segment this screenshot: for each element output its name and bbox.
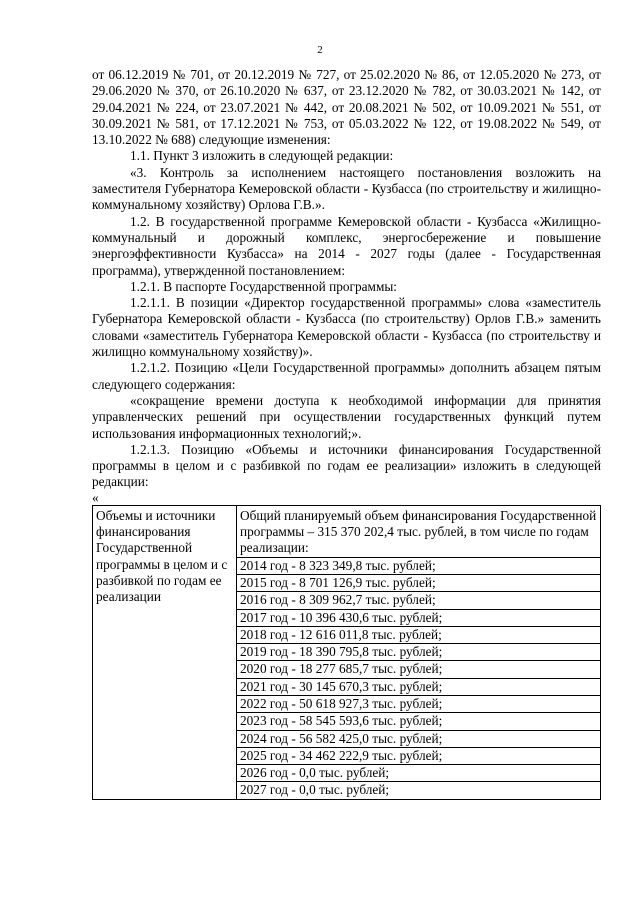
paragraph-1-2-1-1: 1.2.1.1. В позиции «Директор государственной программы» слова «заместитель Губернатора Кемеровской области - Кузбасса (по строительству) Орлов Г.В.» заменить словами «заместитель Губернатора Кемеровской области - Кузбасса (по строительству и жилищно коммунальному хозяйству)». — [92, 295, 601, 360]
funding-year-2024: 2024 год - 56 582 425,0 тыс. рублей; — [237, 730, 600, 747]
paragraph-amendments-list: от 06.12.2019 № 701, от 20.12.2019 № 727, от 25.02.2020 № 86, от 12.05.2020 № 273, от 29.06.2020 № 370, от 26.10.2020 № 637, от 23.12.2020 № 782, от 30.03.2021 № 142, от 29.04.2021 № 224, от 23.07.2021 № 442, от 20.08.2021 № 502, от 10.09.2021 № 551, от 30.09.2021 № 581, от 17.12.2021 № 753, от 05.03.2022 № 122, от 19.08.2022 № 549, от 13.10.2022 № 688) следующие изменения: — [92, 67, 601, 148]
paragraph-1-2-1: 1.2.1. В паспорте Государственной программы: — [130, 278, 397, 294]
paragraph-1-1: 1.1. Пункт 3 изложить в следующей редакции: — [130, 148, 394, 164]
funding-total: Общий планируемый объем финансирования Государственной программы – 315 370 202,4 тыс. рублей, в том числе по годам реализации: — [240, 507, 597, 556]
funding-label-cell — [93, 505, 237, 799]
funding-year-2014: 2014 год - 8 323 349,8 тыс. рублей; — [237, 557, 600, 574]
funding-year-2025: 2025 год - 34 462 222,9 тыс. рублей; — [237, 747, 600, 764]
funding-year-2019: 2019 год - 18 390 795,8 тыс. рублей; — [237, 643, 600, 660]
paragraph-1-2-1-2: 1.2.1.2. Позицию «Цели Государственной программы» дополнить абзацем пятым следующего содержания: — [92, 360, 601, 392]
funding-year-2021: 2021 год - 30 145 670,3 тыс. рублей; — [237, 678, 600, 695]
funding-year-2026: 2026 год - 0,0 тыс. рублей; — [237, 764, 600, 781]
funding-year-2016: 2016 год - 8 309 962,7 тыс. рублей; — [237, 591, 600, 608]
page-number: 2 — [317, 44, 323, 56]
paragraph-1-2: 1.2. В государственной программе Кемеровской области - Кузбасса «Жилищно-коммунальный и дорожный комплекс, энергосбережение и повышение энергоэффективности Кузбасса» на 2014 - 2027 годы (далее - Государственная программа), утвержденной постановлением: — [92, 213, 601, 278]
document-body — [92, 67, 601, 800]
funding-year-2022: 2022 год - 50 618 927,3 тыс. рублей; — [237, 695, 600, 712]
funding-year-2020: 2020 год - 18 277 685,7 тыс. рублей; — [237, 660, 600, 677]
funding-values-cell — [237, 505, 601, 799]
funding-label: Объемы и источники финансирования Государственной программы в целом и с разбивкой по годам ее реализации — [96, 507, 228, 605]
paragraph-item-3: «3. Контроль за исполнением настоящего постановления возложить на заместителя Губернатора Кемеровской области - Кузбасса (по строительству и жилищно-коммунальному хозяйству) Орлова Г.В.». — [92, 164, 601, 213]
funding-year-2015: 2015 год - 8 701 126,9 тыс. рублей; — [237, 574, 600, 591]
funding-table — [92, 505, 601, 800]
funding-year-2023: 2023 год - 58 545 593,6 тыс. рублей; — [237, 712, 600, 729]
funding-year-2027: 2027 год - 0,0 тыс. рублей; — [237, 781, 600, 798]
funding-year-2017: 2017 год - 10 396 430,6 тыс. рублей; — [237, 609, 600, 626]
paragraph-1-2-1-3: 1.2.1.3. Позицию «Объемы и источники финансирования Государственной программы в целом и с разбивкой по годам ее реализации» изложить в следующей редакции: — [92, 441, 601, 490]
paragraph-goal-addition: «сокращение времени доступа к необходимой информации для принятия управленческих решений при осуществлении государственных функций путем использования информационных технологий;». — [92, 392, 601, 441]
table-row — [93, 505, 601, 799]
opening-quote: « — [92, 489, 99, 505]
funding-year-2018: 2018 год - 12 616 011,8 тыс. рублей; — [237, 626, 600, 643]
